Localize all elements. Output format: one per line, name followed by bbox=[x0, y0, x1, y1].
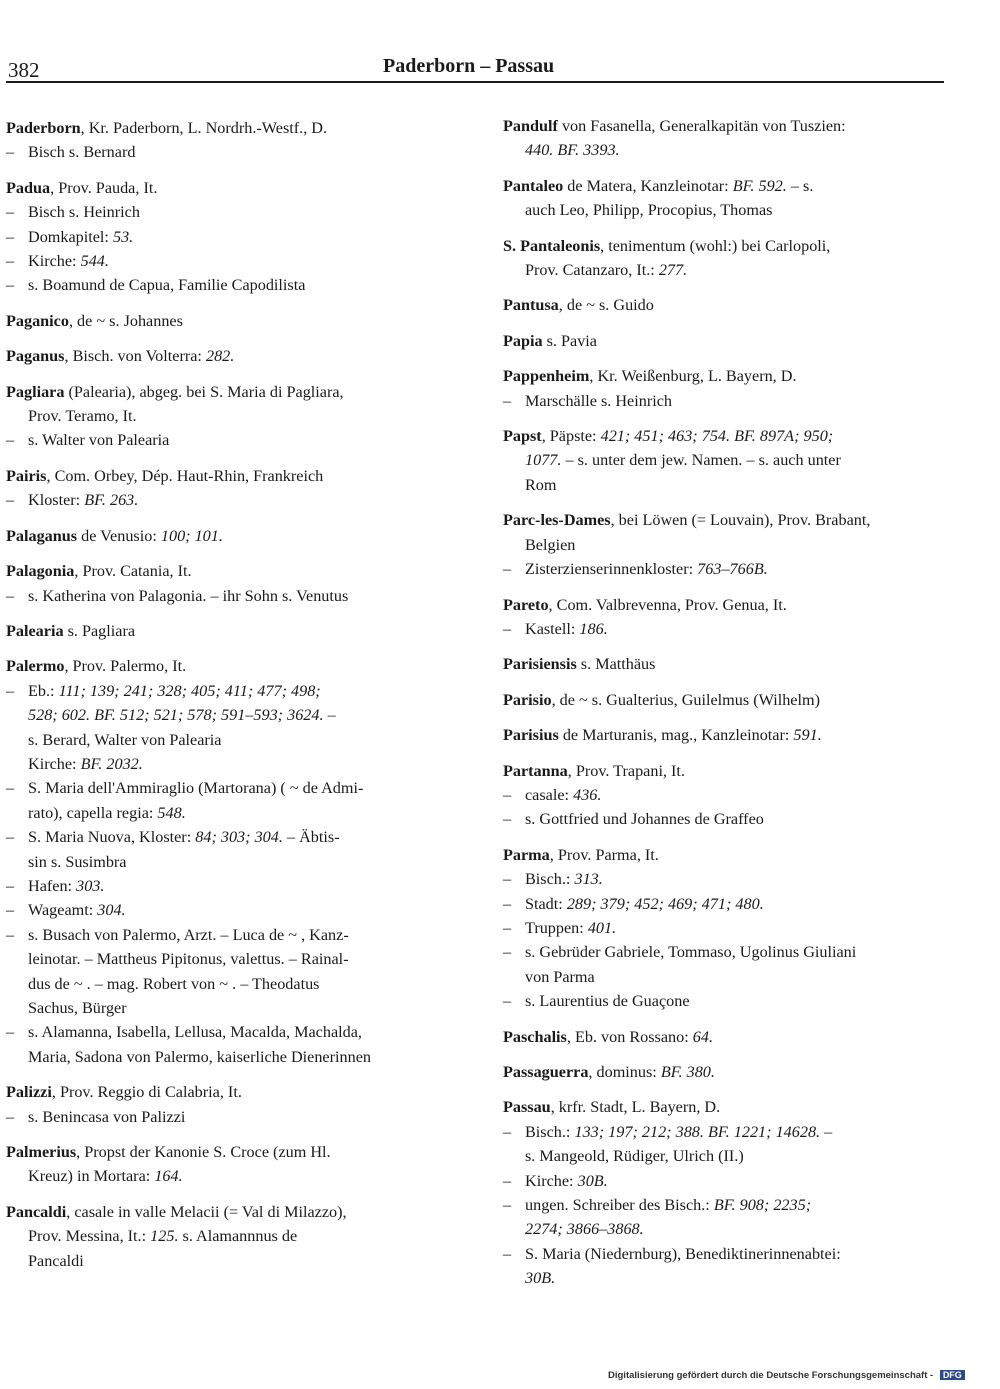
headword: Palermo bbox=[6, 657, 65, 676]
entry-text: , Kr. Paderborn, L. Nordrh.-Westf., D. bbox=[80, 119, 328, 137]
continuation-line bbox=[6, 850, 446, 874]
continuation-line bbox=[503, 473, 944, 497]
headword: Palagonia bbox=[6, 562, 75, 581]
entry-line bbox=[6, 380, 446, 404]
citation-numbers: 440. BF. 3393. bbox=[525, 141, 620, 160]
entry-text: Kirche: bbox=[28, 252, 81, 271]
entry-line bbox=[6, 309, 446, 333]
citation-numbers: 282. bbox=[205, 347, 235, 366]
citation-numbers: 30B. bbox=[525, 1269, 556, 1288]
citation-numbers: 763–766B. bbox=[697, 560, 768, 579]
index-entry bbox=[503, 1060, 944, 1084]
entry-line bbox=[503, 174, 944, 198]
entry-line bbox=[503, 759, 944, 783]
citation-numbers: 111; 139; 241; 328; 405; 411; 477; 498; bbox=[58, 681, 321, 700]
headword: Paganus bbox=[6, 347, 65, 366]
entry-text: s. Alamannnus de bbox=[178, 1227, 298, 1246]
entry-line bbox=[6, 116, 446, 140]
citation-numbers: BF. 380. bbox=[660, 1063, 715, 1081]
entry-line bbox=[503, 1025, 944, 1049]
entry-text: Bisch s. Bernard bbox=[28, 143, 136, 162]
headword: Pareto bbox=[503, 595, 549, 614]
entry-text: s. Benincasa von Palizzi bbox=[28, 1107, 186, 1126]
index-entry bbox=[503, 843, 944, 1014]
headword: Pantaleo bbox=[503, 176, 564, 195]
entry-text: s. Mangeold, Rüdiger, Ulrich (II.) bbox=[525, 1147, 744, 1166]
continuation-line bbox=[6, 404, 446, 428]
sub-entry-line bbox=[6, 225, 446, 249]
sub-entry-line bbox=[503, 940, 944, 964]
entry-text: s. Busach von Palermo, Arzt. – Luca de ~ , Kanz- bbox=[28, 925, 349, 944]
continuation-line bbox=[503, 448, 944, 472]
citation-numbers: 421; 451; 463; 754. BF. 897A; 950; bbox=[600, 427, 834, 446]
continuation-line bbox=[6, 728, 446, 752]
citation-numbers: 528; 602. BF. 512; 521; 578; 591–593; 3624. bbox=[28, 706, 324, 725]
sub-entry-line bbox=[6, 428, 446, 452]
index-entry bbox=[503, 759, 944, 832]
citation-numbers: 53. bbox=[112, 227, 134, 246]
entry-text: Bisch s. Heinrich bbox=[28, 203, 140, 222]
sub-entry-line bbox=[6, 923, 446, 947]
index-entry bbox=[503, 508, 944, 581]
citation-numbers: BF. 263. bbox=[84, 491, 139, 510]
entry-text: s. Pagliara bbox=[63, 621, 136, 640]
entry-text: s. Berard, Walter von Palearia bbox=[28, 730, 222, 749]
index-entry bbox=[6, 619, 446, 643]
sub-entry-line bbox=[6, 584, 446, 608]
entry-text: auch Leo, Philipp, Procopius, Thomas bbox=[525, 201, 773, 220]
entry-line bbox=[6, 1080, 446, 1104]
entry-text: , Prov. Catania, It. bbox=[74, 562, 192, 581]
entry-text: – Äbtis- bbox=[282, 828, 340, 847]
headword: Parc-les-Dames bbox=[503, 511, 611, 530]
citation-numbers: 544. bbox=[80, 252, 109, 271]
entry-text: Eb.: bbox=[28, 681, 59, 700]
entry-text: , Prov. Trapani, It. bbox=[567, 761, 685, 780]
entry-text: Kreuz) in Mortara: bbox=[28, 1167, 155, 1186]
headword: Pandulf bbox=[503, 117, 558, 135]
entry-line bbox=[6, 619, 446, 643]
entry-text: Zisterzienserinnenkloster: bbox=[525, 560, 698, 579]
citation-numbers: 30B. bbox=[577, 1171, 608, 1190]
entry-text: s. Matthäus bbox=[576, 655, 656, 674]
headword: Palaganus bbox=[6, 526, 78, 545]
headword: Palizzi bbox=[6, 1083, 52, 1102]
entry-line bbox=[503, 508, 944, 532]
index-entry bbox=[6, 116, 446, 165]
continuation-line bbox=[503, 198, 944, 222]
entry-text: s. Walter von Palearia bbox=[28, 431, 170, 450]
citation-numbers: 277. bbox=[658, 261, 688, 280]
continuation-line bbox=[6, 972, 446, 996]
entry-line bbox=[6, 559, 446, 583]
index-entry bbox=[6, 464, 446, 513]
index-entry bbox=[503, 364, 944, 413]
entry-line bbox=[503, 1060, 944, 1084]
citation-numbers: 313. bbox=[574, 870, 603, 889]
entry-text: de Matera, Kanzleinotar: bbox=[563, 176, 733, 195]
headword: Parma bbox=[503, 845, 550, 864]
sub-entry-line bbox=[6, 874, 446, 898]
footer-text: Digitalisierung gefördert durch die Deutsche Forschungsgemeinschaft - bbox=[608, 1370, 934, 1381]
headword: Parisiensis bbox=[503, 655, 577, 674]
entry-line bbox=[503, 652, 944, 676]
entry-text: Kastell: bbox=[525, 619, 580, 638]
headword: Palmerius bbox=[6, 1143, 77, 1162]
entry-text: Stadt: bbox=[525, 894, 567, 913]
entry-text: Bisch.: bbox=[525, 1122, 575, 1141]
entry-text: Maria, Sadona von Palermo, kaiserliche Dienerinnen bbox=[28, 1047, 371, 1066]
entry-text: , krfr. Stadt, L. Bayern, D. bbox=[550, 1098, 721, 1117]
entry-text: – s. unter dem jew. Namen. – s. auch unter bbox=[561, 451, 841, 470]
index-entry bbox=[503, 652, 944, 676]
sub-entry-line bbox=[6, 1020, 446, 1044]
sub-entry-line bbox=[6, 200, 446, 224]
continuation-line bbox=[6, 1249, 446, 1273]
continuation-line bbox=[6, 801, 446, 825]
entry-text: casale: bbox=[525, 785, 574, 804]
sub-entry-line bbox=[6, 273, 446, 297]
citation-numbers: 164. bbox=[154, 1167, 183, 1186]
entry-text: , Kr. Weißenburg, L. Bayern, D. bbox=[589, 367, 797, 386]
index-entry bbox=[503, 1095, 944, 1290]
index-entry bbox=[503, 688, 944, 712]
sub-entry-line bbox=[503, 892, 944, 916]
entry-line bbox=[503, 329, 944, 353]
entry-text: , Päpste: bbox=[541, 427, 601, 446]
entry-line bbox=[6, 464, 446, 488]
index-entry bbox=[6, 344, 446, 368]
entry-text: – s. bbox=[786, 176, 814, 195]
headword: Passau bbox=[503, 1098, 551, 1117]
sub-entry-line bbox=[503, 1169, 944, 1193]
entry-text: Kirche: bbox=[28, 754, 81, 773]
headword: Parisio bbox=[503, 690, 552, 709]
sub-entry-line bbox=[503, 557, 944, 581]
headword: Paderborn bbox=[6, 119, 81, 137]
continuation-line bbox=[6, 1164, 446, 1188]
headword: Paschalis bbox=[503, 1027, 567, 1046]
citation-numbers: 436. bbox=[573, 785, 602, 804]
citation-numbers: 289; 379; 452; 469; 471; 480. bbox=[566, 894, 764, 913]
index-entry bbox=[6, 654, 446, 1069]
sub-entry-line bbox=[6, 679, 446, 703]
headword: Pairis bbox=[6, 466, 47, 485]
entry-text: , Prov. Reggio di Calabria, It. bbox=[51, 1083, 242, 1102]
entry-text: , Prov. Palermo, It. bbox=[64, 657, 187, 676]
entry-text: s. Alamanna, Isabella, Lellusa, Macalda, Machalda, bbox=[28, 1023, 362, 1042]
entry-text: sin s. Susimbra bbox=[28, 852, 127, 871]
entry-text: , Eb. von Rossano: bbox=[566, 1027, 693, 1046]
headword: Pantusa bbox=[503, 296, 559, 315]
index-entry bbox=[6, 1140, 446, 1189]
sub-entry-line bbox=[503, 783, 944, 807]
citation-numbers: 304. bbox=[97, 901, 126, 920]
entry-text: Kirche: bbox=[525, 1171, 578, 1190]
continuation-line bbox=[503, 258, 944, 282]
index-entry bbox=[6, 524, 446, 548]
continuation-line bbox=[6, 1224, 446, 1248]
entry-line bbox=[6, 524, 446, 548]
entry-line bbox=[6, 176, 446, 200]
entry-text: Prov. Catanzaro, It.: bbox=[525, 261, 659, 280]
entry-text: Marschälle s. Heinrich bbox=[525, 391, 672, 410]
headword: Parisius bbox=[503, 726, 559, 745]
entry-text: Bisch.: bbox=[525, 870, 575, 889]
headword: Paganico bbox=[6, 311, 69, 330]
headword: Palearia bbox=[6, 621, 64, 640]
header-rule bbox=[6, 81, 944, 83]
entry-text: rato), capella regia: bbox=[28, 803, 158, 822]
citation-numbers: 1077. bbox=[525, 451, 562, 470]
sub-entry-line bbox=[503, 389, 944, 413]
continuation-line bbox=[503, 1266, 944, 1290]
headword: Padua bbox=[6, 178, 51, 197]
entry-text: , bei Löwen (= Louvain), Prov. Brabant, bbox=[610, 511, 871, 530]
entry-text: – bbox=[323, 706, 336, 725]
continuation-line bbox=[503, 965, 944, 989]
sub-entry-line bbox=[503, 1193, 944, 1217]
citation-numbers: BF. 592. bbox=[732, 176, 787, 195]
index-entry bbox=[503, 234, 944, 283]
entry-text: leinotar. – Mattheus Pipitonus, valettus. – Rainal- bbox=[28, 950, 349, 969]
continuation-line bbox=[6, 947, 446, 971]
citation-numbers: 125. bbox=[150, 1227, 179, 1246]
entry-line bbox=[503, 114, 944, 138]
index-entry bbox=[503, 593, 944, 642]
continuation-line bbox=[503, 533, 944, 557]
entry-text: Wageamt: bbox=[28, 901, 98, 920]
entry-text: von Fasanella, Generalkapitän von Tuszien: bbox=[557, 117, 846, 135]
entry-text: , tenimentum (wohl:) bei Carlopoli, bbox=[600, 236, 831, 255]
left-column bbox=[6, 116, 446, 1284]
entry-text: s. Gebrüder Gabriele, Tommaso, Ugolinus Giuliani bbox=[525, 943, 857, 962]
headword: Passaguerra bbox=[503, 1063, 589, 1081]
entry-text: , de ~ s. Johannes bbox=[68, 311, 183, 330]
entry-line bbox=[503, 688, 944, 712]
entry-line bbox=[6, 1140, 446, 1164]
entry-line bbox=[503, 843, 944, 867]
continuation-line bbox=[6, 996, 446, 1020]
entry-text: s. Boamund de Capua, Familie Capodilista bbox=[28, 276, 306, 295]
index-entry bbox=[6, 559, 446, 608]
entry-text: s. Gottfried und Johannes de Graffeo bbox=[525, 810, 764, 829]
entry-line bbox=[503, 1095, 944, 1119]
citation-numbers: 84; 303; 304. bbox=[195, 828, 283, 847]
index-entry bbox=[6, 176, 446, 298]
entry-text: Prov. Messina, It.: bbox=[28, 1227, 151, 1246]
entry-text: S. Maria Nuova, Kloster: bbox=[28, 828, 196, 847]
sub-entry-line bbox=[503, 867, 944, 891]
entry-text: Kloster: bbox=[28, 491, 85, 510]
continuation-line bbox=[503, 138, 944, 162]
entry-text: Domkapitel: bbox=[28, 227, 113, 246]
continuation-line bbox=[6, 1045, 446, 1069]
index-entry bbox=[6, 1080, 446, 1129]
sub-entry-line bbox=[503, 989, 944, 1013]
entry-text: , de ~ s. Guido bbox=[558, 296, 654, 315]
entry-text: de Venusio: bbox=[77, 526, 161, 545]
entry-text: , de ~ s. Gualterius, Guilelmus (Wilhelm) bbox=[551, 690, 820, 709]
right-column bbox=[503, 114, 944, 1302]
entry-text: S. Maria (Niedernburg), Benediktinerinnenabtei: bbox=[525, 1244, 841, 1263]
index-entry bbox=[503, 329, 944, 353]
continuation-line bbox=[6, 752, 446, 776]
entry-text: Sachus, Bürger bbox=[28, 999, 127, 1017]
citation-numbers: BF. 2032. bbox=[80, 754, 143, 773]
entry-text: , casale in valle Melacii (= Val di Milazzo), bbox=[66, 1202, 347, 1221]
entry-text: , Bisch. von Volterra: bbox=[64, 347, 206, 366]
dfg-logo: DFG bbox=[940, 1370, 965, 1380]
index-entry bbox=[503, 174, 944, 223]
entry-text: de Marturanis, mag., Kanzleinotar: bbox=[558, 726, 794, 745]
entry-text: ungen. Schreiber des Bisch.: bbox=[525, 1196, 714, 1215]
citation-numbers: 64. bbox=[692, 1027, 713, 1046]
page-number: 382 bbox=[8, 58, 40, 82]
citation-numbers: 100; 101. bbox=[160, 526, 223, 545]
entry-text: , Prov. Pauda, It. bbox=[50, 178, 158, 197]
entry-text: S. Maria dell'Ammiraglio (Martorana) ( ~ de Admi- bbox=[28, 779, 364, 798]
headword: Papst bbox=[503, 427, 542, 446]
sub-entry-line bbox=[503, 807, 944, 831]
entry-line bbox=[503, 364, 944, 388]
entry-line bbox=[503, 234, 944, 258]
headword: Pappenheim bbox=[503, 367, 590, 386]
entry-text: Hafen: bbox=[28, 876, 77, 895]
entry-text: , Com. Orbey, Dép. Haut-Rhin, Frankreich bbox=[46, 466, 324, 485]
continuation-line bbox=[503, 1144, 944, 1168]
sub-entry-line bbox=[6, 898, 446, 922]
entry-text: dus de ~ . – mag. Robert von ~ . – Theodatus bbox=[28, 974, 320, 993]
entry-line bbox=[6, 344, 446, 368]
citation-numbers: 548. bbox=[157, 803, 186, 822]
entry-text: Pancaldi bbox=[28, 1251, 84, 1270]
entry-text: s. Katherina von Palagonia. – ihr Sohn s. Venutus bbox=[28, 586, 349, 605]
entry-text: s. Pavia bbox=[542, 331, 597, 350]
citation-numbers: 2274; 3866–3868. bbox=[525, 1220, 644, 1239]
citation-numbers: 133; 197; 212; 388. BF. 1221; 14628. bbox=[574, 1122, 821, 1141]
sub-entry-line bbox=[6, 825, 446, 849]
index-entry bbox=[6, 1200, 446, 1273]
entry-line bbox=[503, 293, 944, 317]
entry-line bbox=[6, 654, 446, 678]
index-entry bbox=[6, 380, 446, 453]
entry-text: Rom bbox=[525, 475, 557, 494]
entry-line bbox=[503, 424, 944, 448]
entry-text: , Prov. Parma, It. bbox=[549, 845, 659, 864]
index-entry bbox=[503, 723, 944, 747]
sub-entry-line bbox=[503, 916, 944, 940]
headword: S. Pantaleonis bbox=[503, 236, 601, 255]
citation-numbers: BF. 908; 2235; bbox=[713, 1196, 812, 1215]
continuation-line bbox=[503, 1217, 944, 1241]
entry-text: von Parma bbox=[525, 967, 595, 986]
entry-line bbox=[503, 593, 944, 617]
entry-text: , Propst der Kanonie S. Croce (zum Hl. bbox=[76, 1143, 331, 1162]
entry-text: , dominus: bbox=[588, 1063, 661, 1081]
continuation-line bbox=[6, 703, 446, 727]
citation-numbers: 401. bbox=[587, 918, 617, 937]
entry-line bbox=[503, 723, 944, 747]
entry-text: (Palearia), abgeg. bei S. Maria di Pagliara, bbox=[64, 382, 344, 401]
headword: Partanna bbox=[503, 761, 568, 780]
entry-text: Belgien bbox=[525, 535, 576, 554]
entry-text: s. Laurentius de Guaçone bbox=[525, 992, 690, 1011]
sub-entry-line bbox=[6, 1105, 446, 1129]
entry-text: Truppen: bbox=[525, 918, 588, 937]
citation-numbers: 303. bbox=[76, 876, 105, 895]
index-entry bbox=[503, 424, 944, 497]
entry-text: – bbox=[820, 1122, 833, 1141]
entry-line bbox=[6, 1200, 446, 1224]
footer bbox=[608, 1370, 965, 1381]
sub-entry-line bbox=[503, 617, 944, 641]
sub-entry-line bbox=[6, 488, 446, 512]
entry-text: , Com. Valbrevenna, Prov. Genua, It. bbox=[548, 595, 787, 614]
sub-entry-line bbox=[6, 249, 446, 273]
index-entry bbox=[503, 1025, 944, 1049]
sub-entry-line bbox=[503, 1242, 944, 1266]
headword: Pagliara bbox=[6, 382, 65, 401]
index-entry bbox=[503, 114, 944, 163]
index-entry bbox=[6, 309, 446, 333]
running-title: Paderborn – Passau bbox=[383, 55, 555, 77]
page-header bbox=[0, 0, 1000, 90]
headword: Papia bbox=[503, 331, 543, 350]
index-entry bbox=[503, 293, 944, 317]
entry-text: Prov. Teramo, It. bbox=[28, 407, 137, 426]
sub-entry-line bbox=[6, 140, 446, 164]
citation-numbers: 591. bbox=[793, 726, 822, 745]
sub-entry-line bbox=[503, 1120, 944, 1144]
citation-numbers: 186. bbox=[579, 619, 608, 638]
headword: Pancaldi bbox=[6, 1202, 67, 1221]
sub-entry-line bbox=[6, 776, 446, 800]
